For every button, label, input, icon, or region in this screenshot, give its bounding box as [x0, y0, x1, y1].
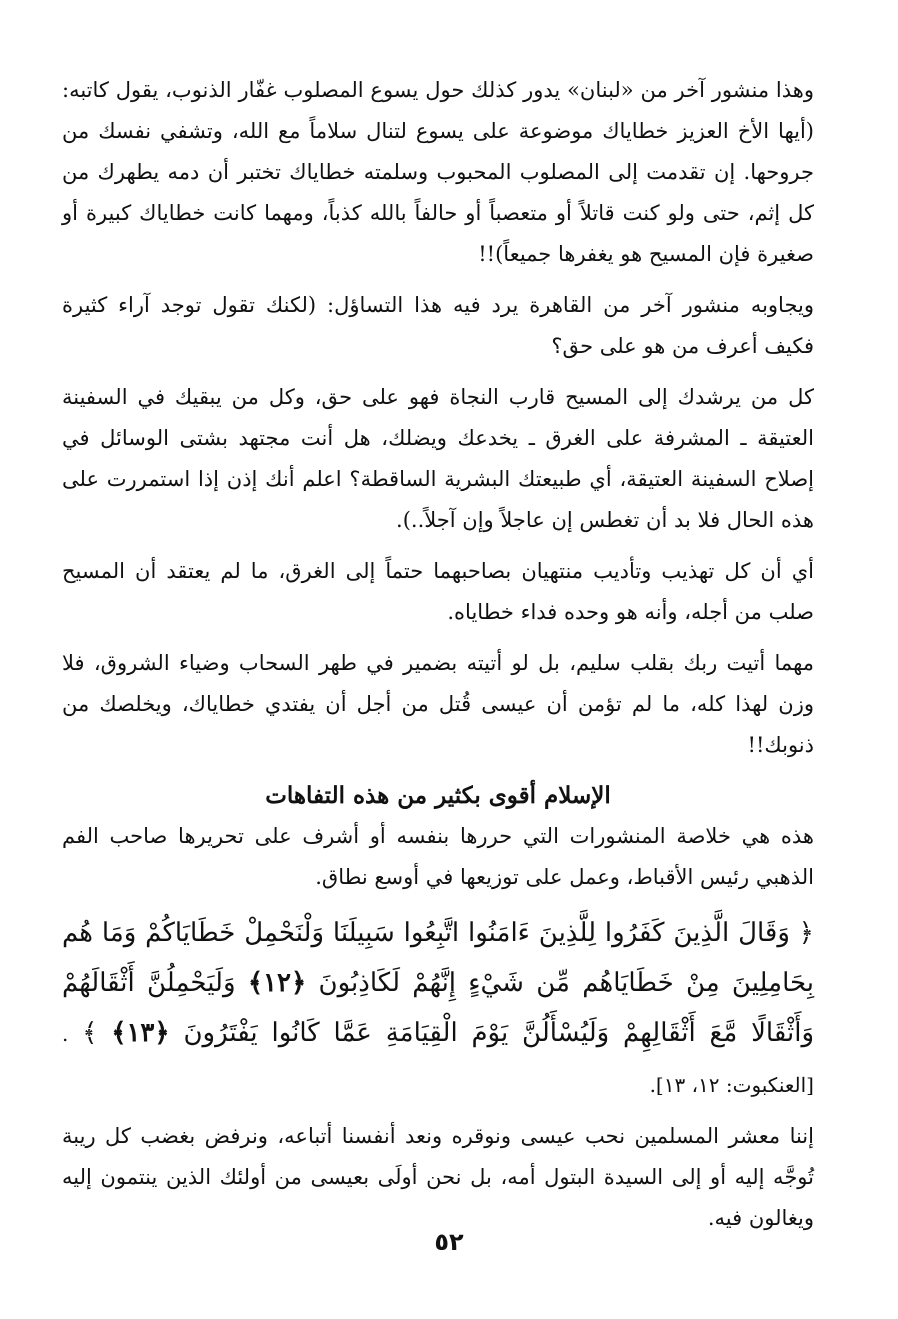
quran-verse-text-2: وَلَيَحْمِلُنَّ أَثْقَالَهُمْ وَأَثْقَالًا مَّعَ أَثْقَالِهِمْ وَلَيُسْأَلُنَّ يَوْمَ الْقِيَامَةِ عَمَّا كَانُوا يَفْتَرُونَ	[62, 968, 815, 1048]
page-number: ٥٢	[434, 1228, 464, 1256]
quran-closing-bracket: ﴾	[82, 1018, 98, 1048]
paragraph-commentary: أي أن كل تهذيب وتأديب منتهيان بصاحبهما حتماً إلى الغرق، ما لم يعتقد أن المسيح صلب من أجله، وأنه هو وحده فداء خطاياه.	[62, 559, 814, 624]
paragraph-lifeboat: كل من يرشدك إلى المسيح قارب النجاة فهو على حق، وكل من يبقيك في السفينة العتيقة ـ المشرفة على الغرق ـ يخدعك ويضلك، هل أنت مجتهد بشتى الوسائل في إصلاح السفينة العتيقة، أي طبيعتك البشرية الساقطة؟ اعلم أنك إذن إذا استمررت على هذه الحال فلا بد أن تغطس إن عاجلاً وإن آجلاً..).	[62, 385, 814, 532]
quran-verse-text-1: ﴿ وَقَالَ الَّذِينَ كَفَرُوا لِلَّذِينَ ءَامَنُوا اتَّبِعُوا سَبِيلَنَا وَلْنَحْمِلْ خَطَايَاكُمْ وَمَا هُم بِحَامِلِينَ مِنْ خَطَايَاهُم مِّن شَيْءٍ إِنَّهُمْ لَكَاذِبُونَ	[62, 918, 815, 998]
paragraph-cairo-leaflet: ويجاوبه منشور آخر من القاهرة يرد فيه هذا التساؤل: (لكنك تقول توجد آراء كثيرة فكيف أعرف من هو على حق؟	[62, 293, 814, 358]
paragraph-summary: هذه هي خلاصة المنشورات التي حررها بنفسه أو أشرف على تحريرها صاحب الفم الذهبي رئيس الأقباط، وعمل على توزيعها في أوسع نطاق.	[62, 824, 814, 889]
paragraph-sound-heart: مهما أتيت ربك بقلب سليم، بل لو أتيته بضمير في طهر السحاب وضياء الشروق، فلا وزن لهذا كله، ما لم تؤمن أن عيسى قُتل من أجل أن يفتدي خطاياك، ويخلصك من ذنوبك!!	[62, 651, 814, 757]
paragraph-muslims-love-jesus: إننا معشر المسلمين نحب عيسى ونوقره ونعد أنفسنا أتباعه، ونرفض بغضب كل ريبة تُوجَّه إليه أو إلى السيدة البتول أمه، بل نحن أولَى بعيسى من أولئك الذين ينتمون إليه ويغالون فيه.	[62, 1124, 814, 1230]
verse-number-13: ﴿١٣﴾	[111, 1018, 170, 1048]
quran-citation: .[العنكبوت: ١٢، ١٣].	[62, 1022, 814, 1097]
page-content	[62, 70, 814, 1249]
quran-verse	[62, 908, 814, 1110]
section-heading: الإسلام أقوى بكثير من هذه التفاهات	[265, 782, 611, 809]
verse-number-12: ﴿١٢﴾	[247, 968, 307, 998]
paragraph-lebanon-leaflet: وهذا منشور آخر من «لبنان» يدور كذلك حول يسوع المصلوب غفّار الذنوب، يقول كاتبه: (أيها الأخ العزيز خطاياك موضوعة على يسوع لتنال سلاماً مع الله، وتشفي نفسك من جروحها. إن تقدمت إلى المصلوب المحبوب وسلمته خطاياك تختبر أن دمه يطهرك من كل إثم، حتى ولو كنت قاتلاً أو متعصباً أو حالفاً بالله كذباً، ومهما كانت خطاياك كبيرة أو صغيرة فإن المسيح هو يغفرها جميعاً)!!	[62, 78, 814, 266]
